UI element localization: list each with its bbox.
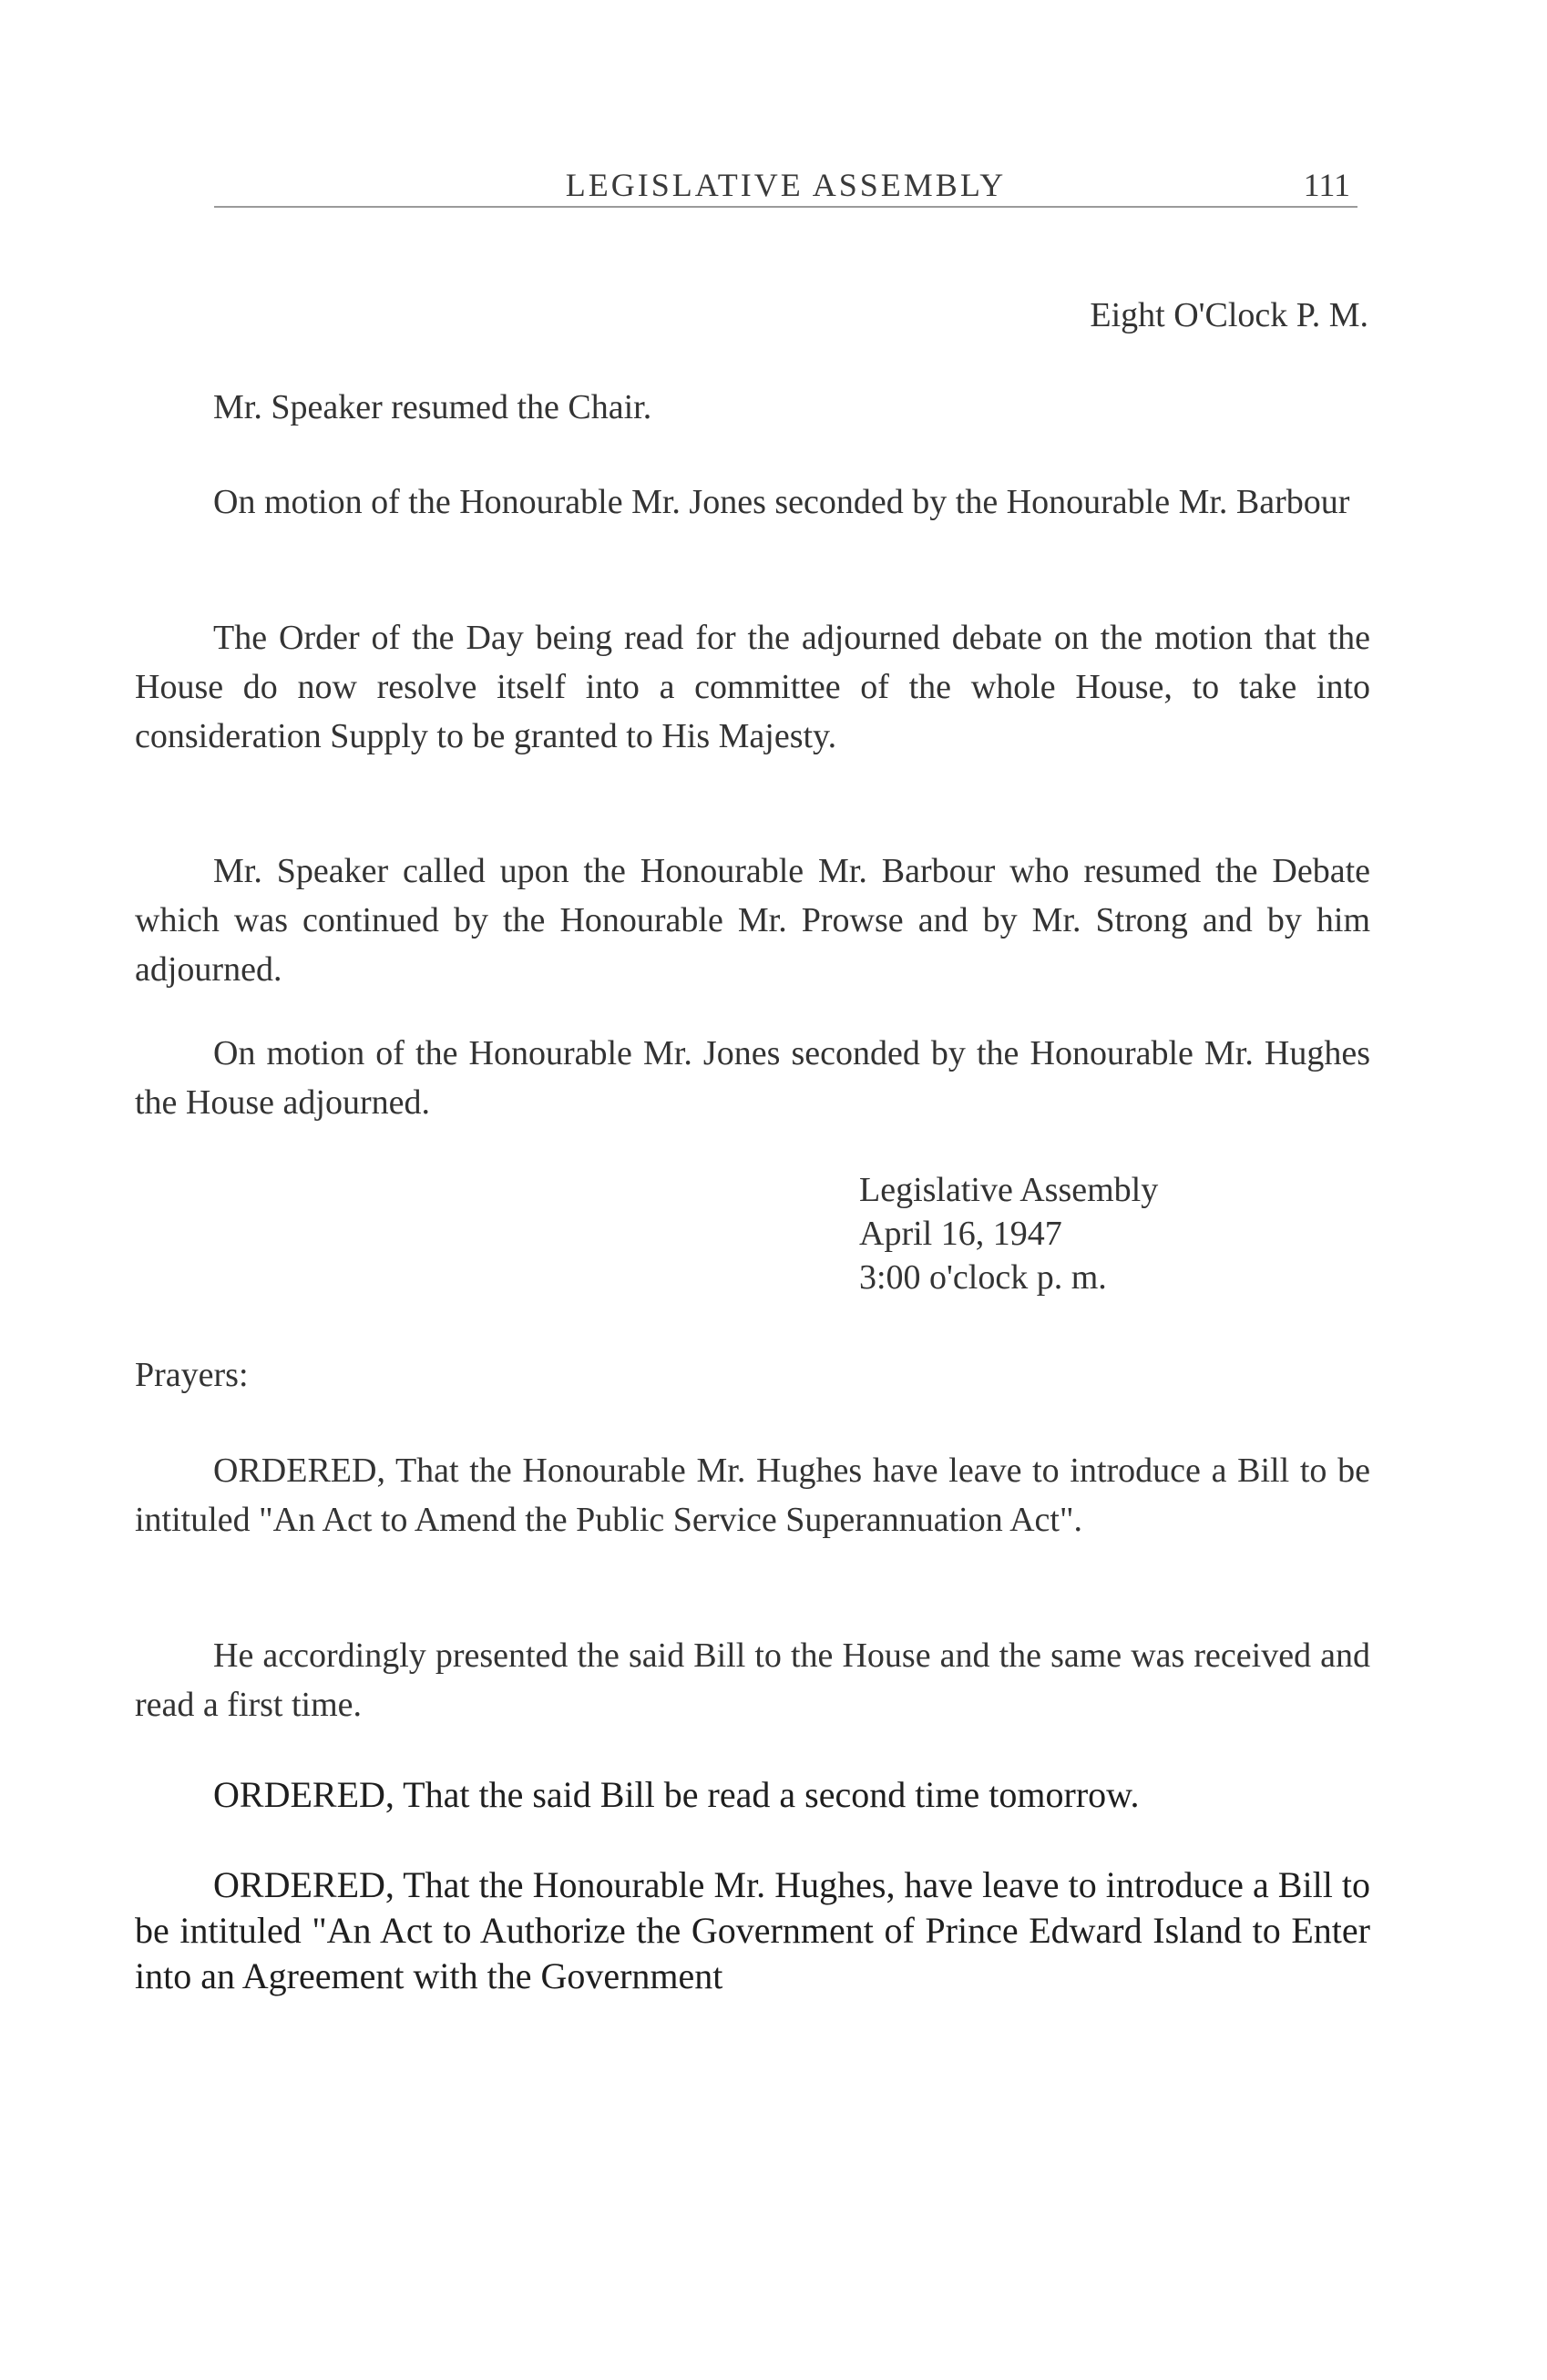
time-heading: Eight O'Clock P. M. [1090,296,1368,334]
paragraph-order-of-day: The Order of the Day being read for the adjourned debate on the motion that the House do now resolve itself into a committee of the whole House, to take into consideration Supply to be granted to His Majesty. [135,619,1370,755]
sitting-date: April 16, 1947 [859,1215,1062,1253]
running-header [214,160,1357,208]
paragraph-bill-presented: He accordingly presented the said Bill to the House and the same was received and read a first time. [135,1636,1370,1724]
page-number: 111 [1303,167,1350,203]
paragraph-debate: Mr. Speaker called upon the Honourable Mr. Barbour who resumed the Debate which was continued by the Honourable Mr. Prowse and by Mr. Strong and by him adjourned. [135,852,1370,989]
order-introduce-agreement-bill: ORDERED, That the Honourable Mr. Hughes, have leave to introduce a Bill to be intituled "An Act to Authorize the Government of Prince Edward Island to Enter into an Agreement with the Government [135,1864,1370,1996]
prayers-label: Prayers: [135,1356,249,1394]
sitting-body: Legislative Assembly [859,1171,1159,1209]
paragraph-adjourned: On motion of the Honourable Mr. Jones seconded by the Honourable Mr. Hughes the House adjourned. [135,1034,1370,1122]
paragraph-motion: On motion of the Honourable Mr. Jones seconded by the Honourable Mr. Barbour [213,483,1350,521]
order-introduce-superannuation-bill: ORDERED, That the Honourable Mr. Hughes have leave to introduce a Bill to be intituled "An Act to Amend the Public Service Superannuation Act". [135,1452,1370,1539]
header-title: LEGISLATIVE ASSEMBLY [565,167,1007,203]
sitting-time: 3:00 o'clock p. m. [859,1258,1107,1297]
paragraph-speaker-resumed: Mr. Speaker resumed the Chair. [213,388,652,426]
order-second-reading: ORDERED, That the said Bill be read a second time tomorrow. [213,1774,1140,1815]
sitting-dateline [859,1168,1158,1299]
